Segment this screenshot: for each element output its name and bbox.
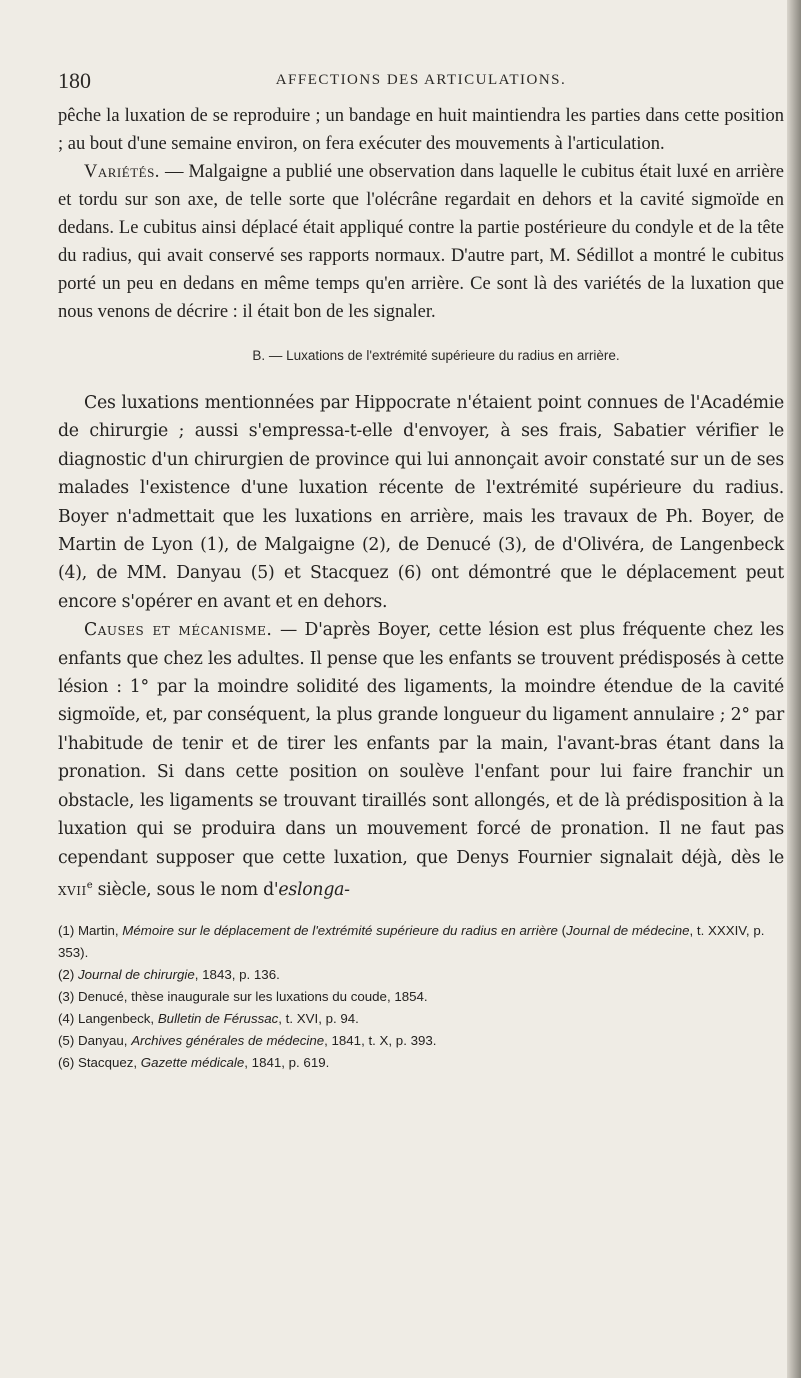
main-section (58, 389, 784, 904)
paragraph-continuation: pêche la luxation de se reproduire ; un bandage en huit maintiendra les parties dans cette position ; au bout d'une semaine environ, on fera exécuter des mouvements à l'articulation. (58, 106, 784, 154)
varietes-text: — Malgaigne a publié une observation dans laquelle le cubitus était luxé en arrière et tordu sur son axe, de telle sorte que l'olécrâne regardait en dehors et la cavité sigmoïde en dedans. Le cubitus ainsi déplacé était appliqué contre la partie postérieure du condyle et de la tête du radius, qui avait conservé ses rapports normaux. D'autre part, M. Sédillot a montré le cubitus porté un peu en dedans en même temps qu'en arrière. Ce sont là des variétés de la luxation que nous venons de décrire : il était bon de les signaler. (58, 162, 784, 322)
varietes-heading: Variétés. (84, 162, 160, 182)
book-page (58, 68, 784, 1074)
running-title: AFFECTIONS DES ARTICULATIONS. (275, 72, 567, 88)
section-subheading: B. — Luxations de l'extrémité supérieure du radius en arrière. (252, 348, 620, 363)
century-numeral: xvii (58, 879, 87, 900)
paragraph-intro: Ces luxations mentionnées par Hippocrate n'étaient point connues de l'Académie de chirurgie ; aussi s'empressa-t-elle d'envoyer, à ses frais, Sabatier vérifier le diagnostic d'un chirurgien de province qui lui annonçait avoir constaté sur un de ses malades l'existence d'une luxation récente de l'extrémité supérieure du radius. Boyer n'admettait que les luxations en arrière, mais les travaux de Ph. Boyer, de Martin de Lyon (1), de Malgaigne (2), de Denucé (3), de d'Olivéra, de Langenbeck (4), de MM. Danyau (5) et Stacquez (6) ont démontré que le déplacement peut encore s'opérer en avant et en dehors. (58, 393, 784, 612)
footnote: (2) Journal de chirurgie, 1843, p. 136. (58, 967, 280, 983)
footnote: (4) Langenbeck, Bulletin de Férussac, t. XVI, p. 94. (58, 1011, 359, 1027)
footnote: (1) Martin, Mémoire sur le déplacement de l'extrémité supérieure du radius en arrière (Journal de médecine, t. XXXIV, p. 353). (58, 923, 765, 961)
page-number: 180 (58, 68, 91, 93)
top-section (58, 102, 784, 326)
paragraph-varietes (58, 158, 784, 326)
footnotes (58, 920, 784, 1074)
paragraph-causes (58, 616, 784, 904)
causes-tail: siècle, sous le nom d' (92, 879, 279, 900)
running-head (58, 68, 784, 102)
causes-text: — D'après Boyer, cette lésion est plus fréquente chez les enfants que chez les adultes. Il pense que les enfants se trouvent prédisposés à cette lésion : 1° par la moindre solidité des ligaments, la moindre étendue de la cavité sigmoïde, et, par conséquent, la plus grande longueur du ligament annulaire ; 2° par l'habitude de tenir et de tirer les enfants par la main, l'avant-bras étant dans la pronation. Si dans cette position on soulève l'enfant pour lui faire franchir un obstacle, les ligaments se trouvant tiraillés sont allongés, et de là prédisposition à la luxation qui se produira dans un mouvement forcé de pronation. Il ne faut pas cependant supposer que cette luxation, que Denys Fournier signalait déjà, dès le (58, 620, 784, 868)
page-edge (787, 0, 801, 1378)
eslongatio-term: eslonga- (278, 879, 350, 900)
causes-heading: Causes et mécanisme. (84, 620, 273, 641)
footnote: (3) Denucé, thèse inaugurale sur les luxations du coude, 1854. (58, 989, 428, 1005)
footnote: (6) Stacquez, Gazette médicale, 1841, p. 619. (58, 1055, 330, 1071)
century-superscript: e (86, 879, 93, 891)
footnote: (5) Danyau, Archives générales de médecine, 1841, t. X, p. 393. (58, 1033, 437, 1049)
